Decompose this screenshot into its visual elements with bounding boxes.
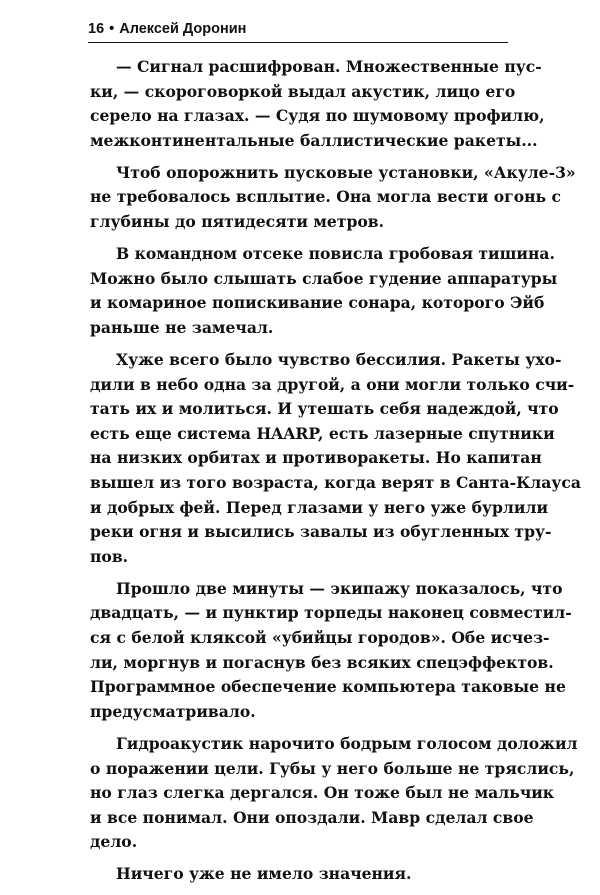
- text-line: есть еще система HAARP, есть лазерные спутники: [90, 423, 555, 443]
- text-line: ся с белой кляксой «убийцы городов». Обе исчез-: [90, 628, 550, 648]
- text-line: — Сигнал расшифрован. Множественные пус-: [116, 57, 542, 76]
- text-line: о поражении цели. Губы у него больше не тряслись,: [90, 758, 575, 778]
- text-line: на низких орбитах и противоракеты. Но капитан: [90, 448, 542, 468]
- header-rule: [88, 42, 508, 43]
- paragraph: [90, 732, 578, 855]
- text-line: двадцать, — и пунктир торпеды наконец совместил-: [90, 603, 572, 623]
- header-separator: •: [109, 21, 115, 37]
- text-line: Можно было слышать слабое гудение аппаратуры: [90, 268, 558, 288]
- text-line: Прошло две минуты — экипажу показалось, что: [116, 578, 563, 598]
- text-line: Гидроакустик нарочито бодрым голосом доложил: [116, 733, 578, 753]
- text-line: Хуже всего было чувство бессилия. Ракеты ухо-: [116, 350, 562, 370]
- author-name: Алексей Доронин: [119, 21, 247, 37]
- text-line: дили в небо одна за другой, а они могли только счи-: [90, 374, 575, 394]
- paragraph: [90, 348, 581, 569]
- running-head: [88, 18, 508, 40]
- text-line: пов.: [90, 546, 129, 566]
- text-line: ли, моргнув и погаснув без всяких спецэффектов.: [90, 652, 554, 672]
- text-line: реки огня и высились завалы из обугленных тру-: [90, 522, 552, 542]
- paragraph: [90, 242, 558, 340]
- paragraph: [90, 862, 512, 887]
- text-line: ки, — скороговоркой выдал акустик, лицо его: [90, 81, 516, 101]
- page-number: 16: [88, 21, 105, 37]
- text-line: предусматривало.: [90, 701, 256, 721]
- text-line: серело на глазах. — Судя по шумовому профилю,: [90, 106, 545, 126]
- text-line: Ничего уже не имело значения.: [116, 864, 412, 884]
- paragraph: [90, 161, 576, 235]
- text-line: дело.: [90, 832, 138, 852]
- text-line: раньше не замечал.: [90, 317, 274, 337]
- paragraph: [90, 577, 572, 725]
- text-line: вышел из того возраста, когда верят в Санта-Клауса: [90, 473, 581, 492]
- paragraph: [90, 55, 545, 153]
- text-line: межконтинентальные баллистические ракеты...: [90, 130, 538, 150]
- text-line: глубины до пятидесяти метров.: [90, 212, 385, 232]
- text-line: но глаз слегка дергался. Он тоже был не мальчик: [90, 783, 555, 803]
- text-line: и добрых фей. Перед глазами у него уже бурлили: [90, 497, 549, 517]
- text-line: не требовалось всплытие. Она могла вести огонь с: [90, 187, 562, 207]
- text-line: и комариное попискивание сонара, которого Эйб: [90, 293, 545, 313]
- text-line: В командном отсеке повисла гробовая тишина.: [116, 244, 555, 264]
- text-line: тать их и молиться. И утешать себя надеждой, что: [90, 399, 559, 419]
- text-line: Чтоб опорожнить пусковые установки, «Акуле-3»: [116, 162, 576, 182]
- text-line: и все понимал. Они опоздали. Мавр сделал свое: [90, 807, 534, 827]
- body-text: [90, 55, 581, 895]
- text-line: Программное обеспечение компьютера таковые не: [90, 677, 566, 697]
